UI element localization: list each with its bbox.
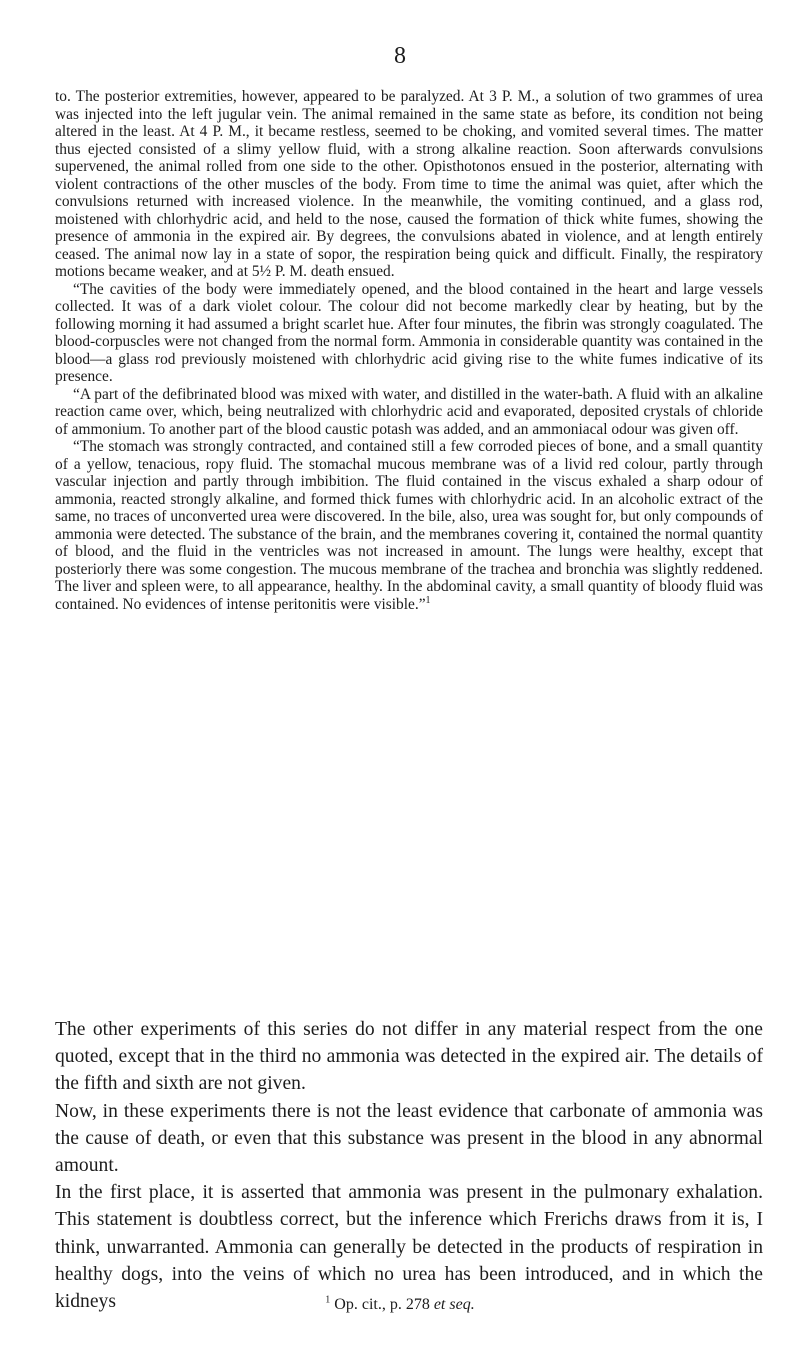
footnote-et-seq: et seq. bbox=[433, 1296, 475, 1313]
footnote bbox=[0, 1296, 800, 1314]
quoted-excerpt bbox=[55, 88, 763, 613]
body-paragraph-1: The other experiments of this series do not differ in any material respect from the one quoted, except that in the third no ammonia was detected in the expired air. The details of the fifth and sixth are not given. bbox=[55, 1019, 763, 1095]
footnote-marker: 1 bbox=[325, 1294, 331, 1306]
quote-paragraph-2: “The cavities of the body were immediately opened, and the blood contained in the heart and large vessels collected. It was of a dark violet colour. The colour did not become markedly clear by heating, but by the following morning it had assumed a bright scarlet hue. After four minutes, the fibrin was strongly coagulated. The blood-corpuscles were not changed from the normal form. Ammonia in considerable quantity was contained in the blood—a glass rod previously moistened with chlorhydric acid giving rise to the white fumes indicative of its presence. bbox=[55, 280, 763, 385]
body-paragraph-2: Now, in these experiments there is not the least evidence that carbonate of ammonia was the cause of death, or even that this substance was present in the blood in any abnormal amount. bbox=[55, 1100, 763, 1177]
footnote-text: Op. cit., p. 278 bbox=[334, 1296, 430, 1313]
body-paragraph-3: In the first place, it is asserted that ammonia was present in the pulmonary exhalation. This statement is doubtless correct, but the inference which Frerichs draws from it is, I think, unwarranted. Ammonia can generally be detected in the products of respiration in healthy dogs, into the veins of which no urea has been introduced, and in which the kidneys bbox=[55, 1182, 763, 1313]
quote-paragraph-4-text: “The stomach was strongly contracted, and contained still a few corroded pieces of bone, and a small quantity of a yellow, tenacious, ropy fluid. The stomachal mucous membrane was of a livid red colour, partly through vascular injection and partly through imbibition. The fluid contained in the viscus exhaled a sharp odour of ammonia, reacted strongly alkaline, and formed thick fumes with chlorhydric acid. In an alcoholic extract of the same, no traces of unconverted urea were discovered. In the bile, also, urea was sought for, but only compounds of ammonia were detected. The substance of the brain, and the membranes covering it, contained the normal quantity of blood, and the fluid in the ventricles was not increased in amount. The lungs were healthy, except that posteriorly there was some congestion. The mucous membrane of the trachea and bronchia was slightly reddened. The liver and spleen were, to all appearance, healthy. In the abdominal cavity, a small quantity of bloody fluid was contained. No evidences of intense peritonitis were visible.” bbox=[55, 438, 763, 613]
body-text bbox=[55, 1016, 763, 1315]
quote-footnote-marker: 1 bbox=[425, 594, 431, 606]
quote-paragraph-3: “A part of the defibrinated blood was mixed with water, and distilled in the water-bath. A fluid with an alkaline reaction came over, which, being neutralized with chlorhydric acid and evaporated, deposited crystals of chloride of ammonium. To another part of the blood caustic potash was added, and an ammoniacal odour was given off. bbox=[55, 385, 763, 438]
quote-paragraph-1: to. The posterior extremities, however, appeared to be paralyzed. At 3 P. M., a solution of two grammes of urea was injected into the left jugular vein. The animal remained in the same state as before, its condition not being altered in the least. At 4 P. M., it became restless, seemed to be choking, and vomited several times. The matter thus ejected consisted of a slimy yellow fluid, with a strong alkaline reaction. Soon afterwards convulsions supervened, the animal rolled from one side to the other. Opisthotonos ensued in the posterior, alternating with violent contractions of the other muscles of the body. From time to time the animal was quiet, after which the convulsions returned with increased violence. In the meanwhile, the vomiting continued, and a glass rod, moistened with chlorhydric acid, and held to the nose, caused the formation of thick white fumes, showing the presence of ammonia in the expired air. By degrees, the convulsions abated in violence, and at length entirely ceased. The animal now lay in a state of sopor, the respiration being quick and difficult. Finally, the respiratory motions became weaker, and at 5½ P. M. death ensued. bbox=[55, 88, 763, 280]
quote-paragraph-4 bbox=[55, 438, 763, 613]
page-number: 8 bbox=[394, 43, 406, 69]
